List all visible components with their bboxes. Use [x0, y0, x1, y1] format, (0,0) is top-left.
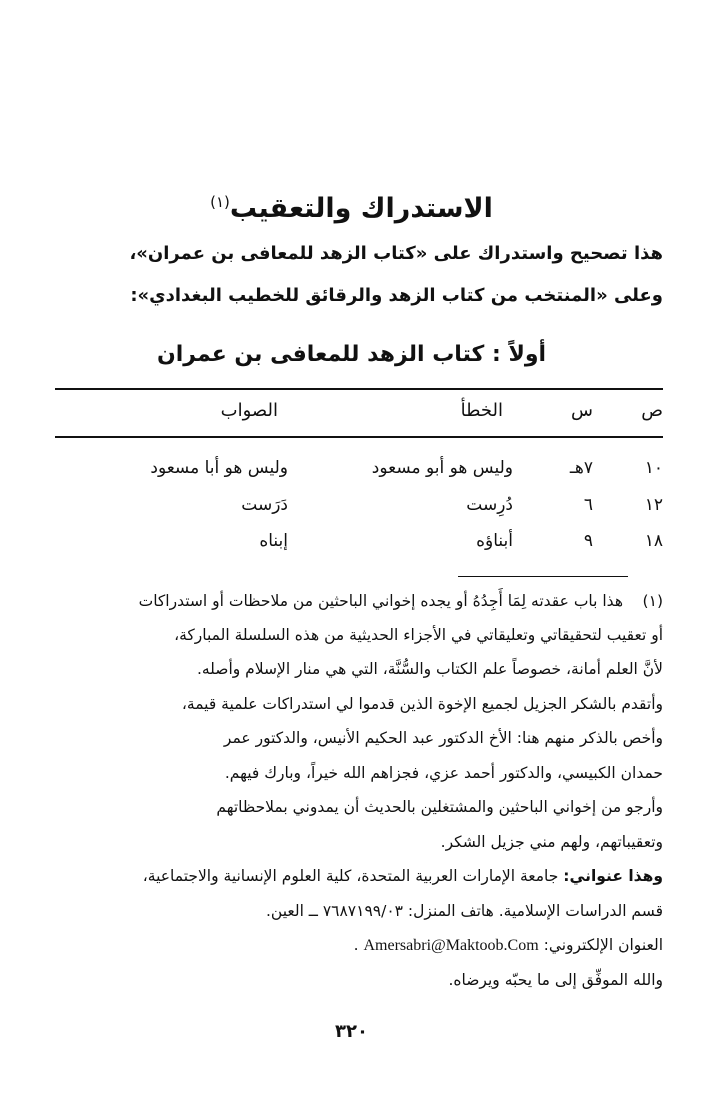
header-page: ص	[641, 400, 663, 421]
intro-line-2: وعلى «المنتخب من كتاب الزهد والرقائق للخطيب البغدادي»:	[130, 285, 663, 306]
table-top-rule	[55, 388, 663, 390]
title-footnote-ref: (١)	[210, 193, 230, 211]
footnote-line: لأنَّ العلم أمانة، خصوصاً علم الكتاب والسُّنَّة، التي هي منار الإسلام وأصله.	[196, 660, 663, 678]
address-text: جامعة الإمارات العربية المتحدة، كلية العلوم الإنسانية والاجتماعية،	[142, 867, 559, 885]
footnote-line: وتعقيباتهم، ولهم مني جزيل الشكر.	[440, 833, 663, 851]
footnote-line: وأتقدم بالشكر الجزيل لجميع الإخوة الذين قدموا لي استدراكات علمية قيمة،	[181, 695, 663, 713]
address-line	[38, 863, 663, 890]
row-wrong: أبناؤه	[476, 531, 513, 551]
footnote-line: حمدان الكبيسي، والدكتور أحمد عزي، فجزاهم الله خيراً، وبارك فيهم.	[224, 764, 663, 782]
row-page: ١٢	[644, 495, 663, 515]
row-page: ١٨	[644, 531, 663, 551]
row-page: ١٠	[644, 458, 663, 478]
row-wrong: دُرِست	[466, 495, 513, 515]
row-correct: دَرَست	[241, 495, 288, 515]
email-line: العنوان الإلكتروني: Amersabri@Maktoob.Com .	[353, 936, 663, 954]
row-line: ٩	[583, 531, 593, 551]
footnote-line: وأرجو من إخواني الباحثين والمشتغلين بالحديث أن يمدوني بملاحظاتهم	[216, 798, 663, 816]
address-label: وهذا عنواني:	[563, 867, 663, 885]
header-line: س	[571, 400, 593, 421]
footnote-line: أو تعقيب لتحقيقاتي وتعليقاتي في الأجزاء الحديثية من هذه السلسلة المباركة،	[174, 626, 663, 644]
email-label: العنوان الإلكتروني:	[543, 936, 663, 954]
footnote-separator	[458, 576, 628, 577]
email-address: Amersabri@Maktoob.Com	[363, 937, 539, 954]
footnote-line: هذا باب عقدته لِمَا أَجِدُهُ أو يجده إخواني الباحثين من ملاحظات أو استدراكات	[138, 592, 623, 610]
header-correct: الصواب	[220, 400, 278, 421]
row-line: ٦	[583, 495, 593, 515]
row-correct: وليس هو أبا مسعود	[150, 458, 288, 478]
header-wrong: الخطأ	[460, 400, 503, 421]
closing-line: والله الموفِّق إلى ما يحبّه ويرضاه.	[448, 971, 663, 989]
table-header-rule	[55, 436, 663, 438]
row-wrong: وليس هو أبو مسعود	[371, 458, 513, 478]
footnote-marker: (١)	[642, 592, 663, 610]
section-heading: أولاً : كتاب الزهد للمعافى بن عمران	[156, 342, 547, 367]
intro-line-1: هذا تصحيح واستدراك على «كتاب الزهد للمعافى بن عمران»،	[129, 243, 663, 264]
footnote-line: وأخص بالذكر منهم هنا: الأخ الدكتور عبد الحكيم الأنيس، والدكتور عمر	[223, 729, 663, 747]
row-line: ٧هـ	[569, 458, 593, 478]
address-line-2: قسم الدراسات الإسلامية. هاتف المنزل: ٧٦٨٧١٩٩/٠٣ ــ العين.	[265, 902, 663, 920]
row-correct: إبناه	[259, 531, 288, 551]
page-number: ٣٢٠	[335, 1021, 368, 1042]
page-title	[0, 182, 703, 229]
page-title-text: الاستدراك والتعقيب	[229, 193, 493, 224]
